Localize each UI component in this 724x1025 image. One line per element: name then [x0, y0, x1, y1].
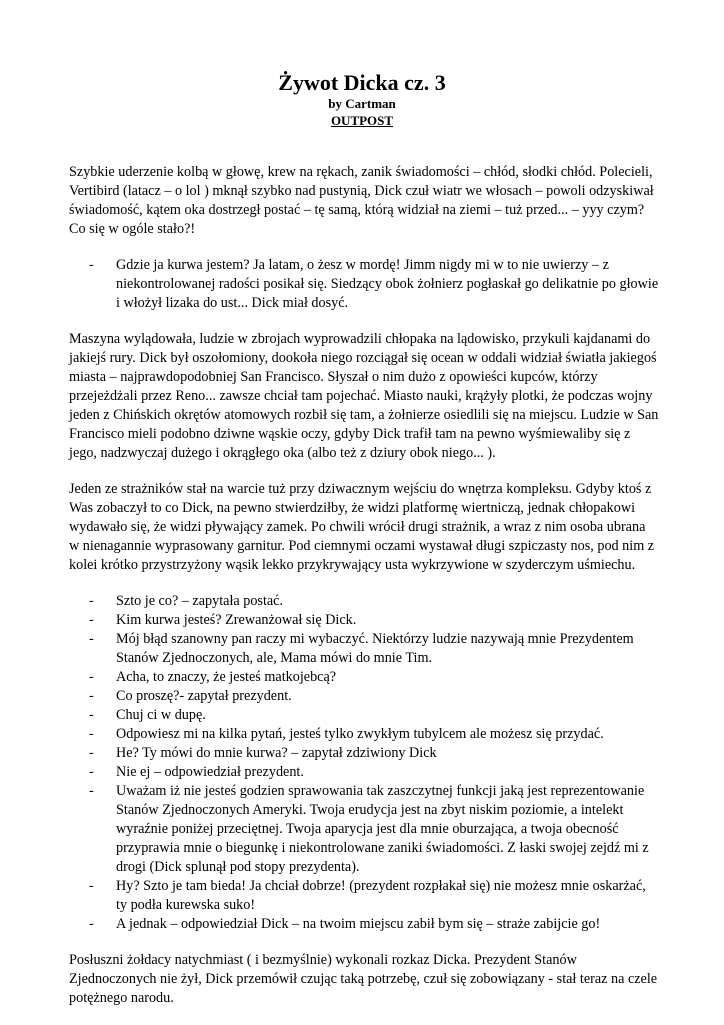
paragraph-2: Maszyna wylądowała, ludzie w zbrojach wyprowadzili chłopaka na lądowisko, przykuli kajdanami do jakiejś rury. Dick był oszołomiony, dookoła niego rozciągał się ocean w oddali widział światła jakiegoś miasta – najprawdopodobniej San Francisco. Słyszał o nim dużo z opowieści kupców, którzy przejeżdżali przez Reno... zawsze chciał tam pojechać. Miasto nauki, krążyły plotki, że podczas wojny jeden z Chińskich okrętów atomowych rozbił się tam, a żołnierze osiedlili się na miejscu. Ludzie w San Francisco mieli podobno dziwne wąskie oczy, gdyby Dick trafił tam na pewno wyśmiewaliby się z jego, nadzwyczaj dużego i okrągłego oka (albo też z dziury obok niego... ).: [69, 331, 659, 461]
list-dash: -: [89, 745, 94, 761]
dialogue-line: [69, 782, 659, 877]
dialogue-line: [69, 630, 659, 668]
dialogue-line: [69, 877, 659, 915]
dialogue-text: Acha, to znaczy, że jesteś matkojebcą?: [116, 669, 337, 685]
paragraph-3: Jeden ze strażników stał na warcie tuż przy dziwacznym wejściu do wnętrza kompleksu. Gdyby ktoś z Was zobaczył to co Dick, na pewno stwierdziłby, że widzi platformę wiertniczą, jednak chłopakowi wydawało się, że widzi pływający zamek. Po chwili wrócił drugi strażnik, a wraz z nim osoba ubrana w nienagannie wyprasowany garnitur. Pod ciemnymi oczami wystawał długi szpiczasty nos, pod nim z kolei krótko przystrzyżony wąsik lekko przykrywający usta wykrzywione w szyderczym uśmiechu.: [69, 481, 655, 573]
dialogue-line: [69, 725, 659, 744]
dialogue-list-2: [69, 592, 659, 934]
dialogue-text: Kim kurwa jesteś? Zrewanżował się Dick.: [116, 612, 357, 628]
dialogue-text: Uważam iż nie jesteś godzien sprawowania tak zaszczytnej funkcji jaką jest reprezentowanie Stanów Zjednoczonych Ameryki. Twoja erudycja jest na zbyt niskim poziomie, a intelekt wyraźnie poniżej przeciętnej. Twoja aparycja jest dla mnie oburzająca, a twoja obecność przyprawia mnie o biegunkę i niekontrolowane zaniki świadomości. Z łaski swojej zejdź mi z drogi (Dick splunął pod stopy prezydenta).: [116, 783, 649, 875]
publisher-label: OUTPOST: [330, 113, 394, 128]
list-dash: -: [89, 916, 94, 932]
list-dash: -: [89, 688, 94, 704]
dialogue-line: [69, 592, 659, 611]
list-dash: -: [89, 783, 94, 799]
document-body: [69, 163, 659, 1025]
list-dash: -: [89, 878, 94, 894]
dialogue-line: [69, 256, 659, 313]
dialogue-text: Chuj ci w dupę.: [116, 707, 206, 723]
dialogue-text: Mój błąd szanowny pan raczy mi wybaczyć. Niektórzy ludzie nazywają mnie Prezydentem Stanów Zjednoczonych, ale, Mama mówi do mnie Tim.: [116, 631, 634, 666]
list-dash: -: [89, 669, 94, 685]
dialogue-text: Gdzie ja kurwa jestem? Ja latam, o żesz w mordę! Jimm nigdy mi w to nie uwierzy – z niekontrolowanej radości posikał się. Siedzący obok żołnierz pogłaskał go delikatnie po głowie i włożył lizaka do ust... Dick miał dosyć.: [116, 257, 659, 311]
dialogue-line: [69, 687, 659, 706]
list-dash: -: [89, 707, 94, 723]
dialogue-text: A jednak – odpowiedział Dick – na twoim miejscu zabił bym się – straże zabijcie go!: [116, 916, 601, 932]
dialogue-line: [69, 763, 659, 782]
dialogue-text: Nie ej – odpowiedział prezydent.: [116, 764, 304, 780]
list-dash: -: [89, 764, 94, 780]
paragraph-4: Posłuszni żołdacy natychmiast ( i bezmyślnie) wykonali rozkaz Dicka. Prezydent Stanów Zjednoczonych nie żył, Dick przemówił czując taką potrzebę, czuł się zobowiązany - stał teraz na czele potężnego narodu.: [69, 952, 658, 1006]
list-dash: -: [89, 631, 94, 647]
document-title: Żywot Dicka cz. 3: [278, 70, 446, 95]
list-dash: -: [89, 593, 94, 609]
dialogue-line: [69, 668, 659, 687]
dialogue-list-1: [69, 256, 659, 313]
list-dash: -: [89, 257, 94, 273]
dialogue-text: Szto je co? – zapytała postać.: [116, 593, 284, 609]
dialogue-line: [69, 915, 659, 934]
list-dash: -: [89, 612, 94, 628]
dialogue-line: [69, 706, 659, 725]
dialogue-line: [69, 611, 659, 630]
author-byline: by Cartman: [328, 96, 396, 111]
dialogue-text: Co proszę?- zapytał prezydent.: [116, 688, 292, 704]
paragraph-1: Szybkie uderzenie kolbą w głowę, krew na rękach, zanik świadomości – chłód, słodki chłód. Polecieli, Vertibird (latacz – o lol ) mknął szybko nad pustynią, Dick czuł wiatr we włosach – powoli odzyskiwał świadomość, kątem oka dostrzegł postać – tę samą, którą widział na ziemi – tuż przed... – yyy czym? Co się w ogóle stało?!: [69, 164, 654, 237]
dialogue-text: Hy? Szto je tam bieda! Ja chciał dobrze! (prezydent rozpłakał się) nie możesz mnie oskarżać, ty podła kurewska suko!: [116, 878, 646, 913]
dialogue-text: Odpowiesz mi na kilka pytań, jesteś tylko zwykłym tubylcem ale możesz się przydać.: [116, 726, 604, 742]
dialogue-text: He? Ty mówi do mnie kurwa? – zapytał zdziwiony Dick: [116, 745, 437, 761]
list-dash: -: [89, 726, 94, 742]
dialogue-line: [69, 744, 659, 763]
